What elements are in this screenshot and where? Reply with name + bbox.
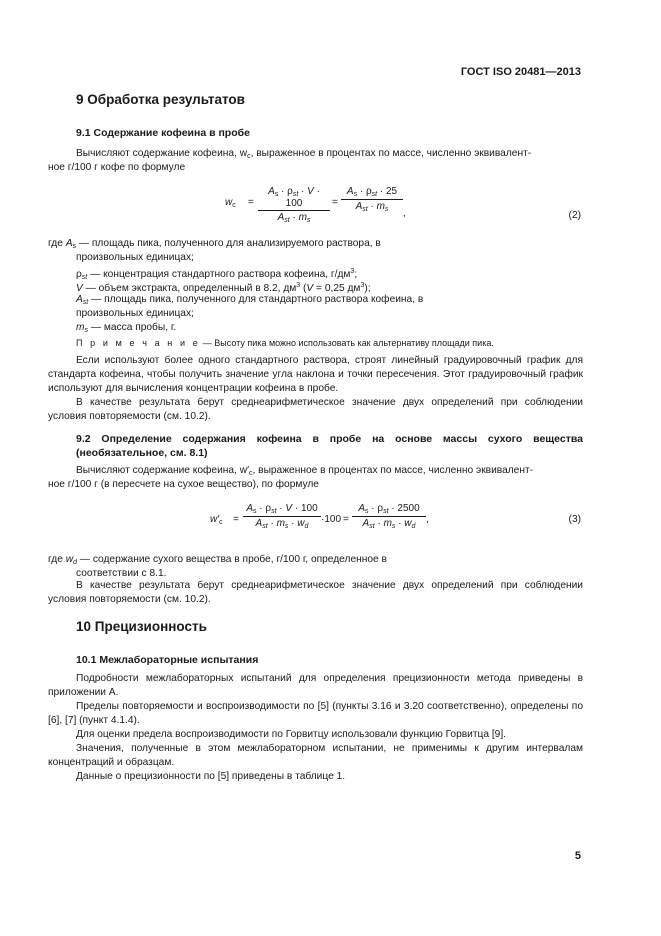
where-line-1: где $A_s$ — площадь пика, полученного для анализируемого раствора, в	[48, 238, 381, 250]
paragraph-10-1-3: Для оценки предела воспроизводимости по Горвитцу использовали функцию Горвитца [9].	[76, 729, 506, 740]
where-line-3: $\rho_{st}$ — концентрация стандартного раствора кофеина, $г/дм^3$;	[76, 268, 358, 281]
subsection-10-1-title: 10.1 Межлабораторные испытания	[76, 654, 259, 666]
equation-number-3: (3)	[568, 514, 581, 525]
section-9-title: 9 Обработка результатов	[76, 92, 245, 107]
paragraph-10-1-4: Значения, полученные в этом межлабораторном испытании, не применимы к другим интервалам концентраций и образцам.	[48, 743, 583, 769]
page-number: 5	[574, 850, 581, 862]
formula-2-fraction-1: $A_s \cdot \rho_{st} \cdot V \cdot 100$ $A_{st} \cdot m_s$	[258, 186, 330, 224]
note: П р и м е ч а н и е — Высоту пика можно использовать как альтернативу площади пика.	[76, 338, 494, 348]
where-line-6: произвольных единицах;	[76, 308, 194, 319]
subsection-9-1-title: 9.1 Содержание кофеина в пробе	[76, 127, 250, 139]
formula-3-fraction-1: $A_s \cdot \rho_{st} \cdot V \cdot 100$ $A_{st} \cdot m_s \cdot w_d$	[243, 503, 321, 530]
paragraph-10-1-2: Пределы повторяемости и воспроизводимости по [5] (пункты 3.16 и 3.20 соответственно), определены по [6], [7] (пункт 4.1.4).	[48, 701, 583, 727]
section-10-title: 10 Прецизионность	[76, 619, 207, 634]
where-9-2-line-1: где $w_d$ — содержание сухого вещества в пробе, г/100 г, определенное в	[48, 554, 387, 566]
where-9-2-line-2: соответствии с 8.1.	[76, 568, 167, 579]
intro-9-2-line-1: Вычисляют содержание кофеина, $w'_c$, выраженное в процентах по массе, численно эквивалент-	[76, 465, 534, 477]
paragraph-10-1-1: Подробности межлабораторных испытаний для определения прецизионности метода приведены в приложении А.	[48, 673, 583, 699]
where-line-7: $m_s$ — масса пробы, г.	[76, 322, 177, 334]
where-line-4: V — объем экстракта, определенный в 8.2, $дм^3$ (V = 0,25 $дм^3$);	[76, 282, 371, 294]
document-code: ГОСТ ISO 20481—2013	[460, 66, 581, 78]
intro-9-1-line-2: ное г/100 г кофе по формуле	[48, 162, 186, 173]
paragraph-calibration: Если используют более одного стандартного раствора, строят линейный градуировочный график для стандарта кофеина, чтобы получить значение угла наклона и точки пересечения. Этот градуировочный график используют для вычисления концентрации кофеина в пробе.	[48, 355, 583, 395]
where-line-2: произвольных единицах;	[76, 252, 194, 263]
formula-2: $w_c$ = $A_s \cdot \rho_{st} \cdot V \cdot 100$ $A_{st} \cdot m_s$ = $A_s \cdot \rho_{st} \cdot 25$ $A_{st} \cdot m_s$ ,	[225, 186, 406, 224]
paragraph-result-9-1: В качестве результата берут среднеарифметическое значение двух определений при соблюдении условия повторяемости (см. 10.2).	[48, 397, 583, 423]
formula-2-fraction-2: $A_s \cdot \rho_{st} \cdot 25$ $A_{st} \cdot m_s$	[341, 186, 403, 213]
formula-3-fraction-2: $A_s \cdot \rho_{st} \cdot 2500$ $A_{st} \cdot m_s \cdot w_d$	[352, 503, 426, 530]
paragraph-10-1-5: Данные о прецизионности по [5] приведены в таблице 1.	[76, 771, 346, 782]
where-line-5: $A_{st}$ — площадь пика, полученного для стандартного раствора кофеина, в	[76, 294, 424, 306]
intro-9-2-line-2: ное г/100 г (в пересчете на сухое вещество), по формуле	[48, 479, 319, 490]
paragraph-result-9-2: В качестве результата берут среднеарифметическое значение двух определений при соблюдении условия повторяемости (см. 10.2).	[48, 580, 583, 606]
intro-9-1-line-1: Вычисляют содержание кофеина, $w_c$, выраженное в процентах по массе, численно эквивалент-	[76, 148, 532, 160]
subsection-9-2-title: 9.2 Определение содержания кофеина в пробе на основе массы сухого вещества (необязательное, см. 8.1)	[76, 433, 583, 459]
equation-number-2: (2)	[568, 210, 581, 221]
formula-3: $w'_c$ = $A_s \cdot \rho_{st} \cdot V \cdot 100$ $A_{st} \cdot m_s \cdot w_d$ ·100 = $A_s \cdot \rho_{st} \cdot 2500$ $A_{st} \cdot m_s \cdot w_d$ ,	[210, 503, 429, 530]
